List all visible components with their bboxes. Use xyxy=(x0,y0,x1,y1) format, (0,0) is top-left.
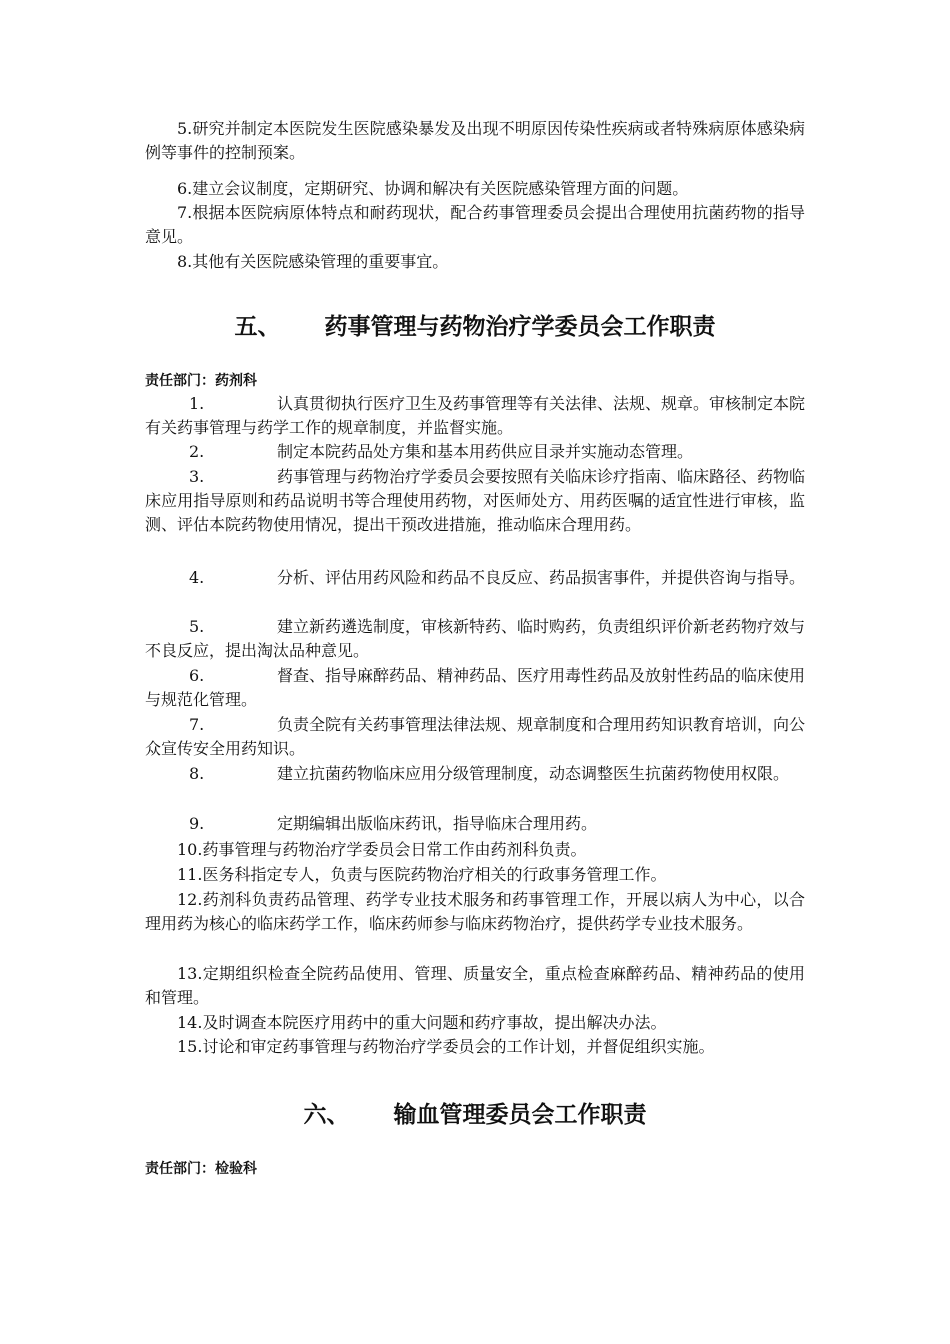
item-text: 分析、评估用药风险和药品不良反应、药品损害事件，并提供咨询与指导。 xyxy=(277,568,806,587)
item-number: 4. xyxy=(189,568,205,587)
item-text: 负责全院有关药事管理法律法规、规章制度和合理用药知识教育培训，向公众宣传安全用药知识。 xyxy=(145,715,806,758)
paragraph: 5.研究并制定本医院发生医院感染暴发及出现不明原因传染性疾病或者特殊病原体感染病例等事件的控制预案。 xyxy=(145,119,805,162)
section-number: 六、 xyxy=(303,1102,350,1128)
item-number: 7. xyxy=(189,715,205,734)
list-item xyxy=(145,664,805,712)
item-number: 9. xyxy=(189,814,205,833)
section-heading xyxy=(0,308,950,341)
item-number: 8. xyxy=(189,764,205,783)
responsible-department: 责任部门：药剂科 xyxy=(145,373,257,389)
list-item xyxy=(145,762,805,786)
responsible-department: 责任部门：检验科 xyxy=(145,1161,257,1177)
section-title: 输血管理委员会工作职责 xyxy=(393,1102,647,1128)
item-text: 督查、指导麻醉药品、精神药品、医疗用毒性药品及放射性药品的临床使用与规范化管理。 xyxy=(145,666,806,709)
paragraph: 10.药事管理与药物治疗学委员会日常工作由药剂科负责。 xyxy=(177,840,587,859)
item-number: 2. xyxy=(189,442,205,461)
paragraph: 12.药剂科负责药品管理、药学专业技术服务和药事管理工作，开展以病人为中心，以合理用药为核心的临床药学工作，临床药师参与临床药物治疗，提供药学专业技术服务。 xyxy=(145,890,805,933)
section-heading xyxy=(0,1096,950,1129)
list-item xyxy=(145,440,805,464)
list-item xyxy=(145,392,805,440)
list-item xyxy=(145,465,805,537)
item-text: 定期编辑出版临床药讯，指导临床合理用药。 xyxy=(277,814,598,833)
list-item xyxy=(145,615,805,663)
item-text: 药事管理与药物治疗学委员会要按照有关临床诊疗指南、临床路径、药物临床应用指导原则和药品说明书等合理使用药物，对医师处方、用药医嘱的适宜性进行审核，监测、评估本院药物使用情况，提出干预改进措施，推动临床合理用药。 xyxy=(145,467,806,534)
list-item xyxy=(145,713,805,761)
item-text: 制定本院药品处方集和基本用药供应目录并实施动态管理。 xyxy=(277,442,694,461)
list-item xyxy=(145,812,805,836)
item-text: 建立抗菌药物临床应用分级管理制度，动态调整医生抗菌药物使用权限。 xyxy=(277,764,790,783)
item-text: 认真贯彻执行医疗卫生及药事管理等有关法律、法规、规章。审核制定本院有关药事管理与药学工作的规章制度，并监督实施。 xyxy=(145,394,806,437)
paragraph: 6.建立会议制度，定期研究、协调和解决有关医院感染管理方面的问题。 xyxy=(177,179,689,198)
paragraph: 8.其他有关医院感染管理的重要事宜。 xyxy=(177,252,449,271)
item-number: 6. xyxy=(189,666,205,685)
paragraph: 13.定期组织检查全院药品使用、管理、质量安全，重点检查麻醉药品、精神药品的使用和管理。 xyxy=(145,964,805,1007)
item-number: 3. xyxy=(189,467,205,486)
paragraph: 11.医务科指定专人，负责与医院药物治疗相关的行政事务管理工作。 xyxy=(177,865,667,884)
paragraph: 7.根据本医院病原体特点和耐药现状，配合药事管理委员会提出合理使用抗菌药物的指导意见。 xyxy=(145,203,805,246)
paragraph: 14.及时调查本院医疗用药中的重大问题和药疗事故，提出解决办法。 xyxy=(177,1013,667,1032)
section-number: 五、 xyxy=(234,314,281,340)
list-item xyxy=(145,566,805,590)
item-number: 1. xyxy=(189,394,205,413)
paragraph: 15.讨论和审定药事管理与药物治疗学委员会的工作计划，并督促组织实施。 xyxy=(177,1037,715,1056)
section-title: 药事管理与药物治疗学委员会工作职责 xyxy=(324,314,716,340)
item-text: 建立新药遴选制度，审核新特药、临时购药，负责组织评价新老药物疗效与不良反应，提出淘汰品种意见。 xyxy=(145,617,806,660)
item-number: 5. xyxy=(189,617,205,636)
